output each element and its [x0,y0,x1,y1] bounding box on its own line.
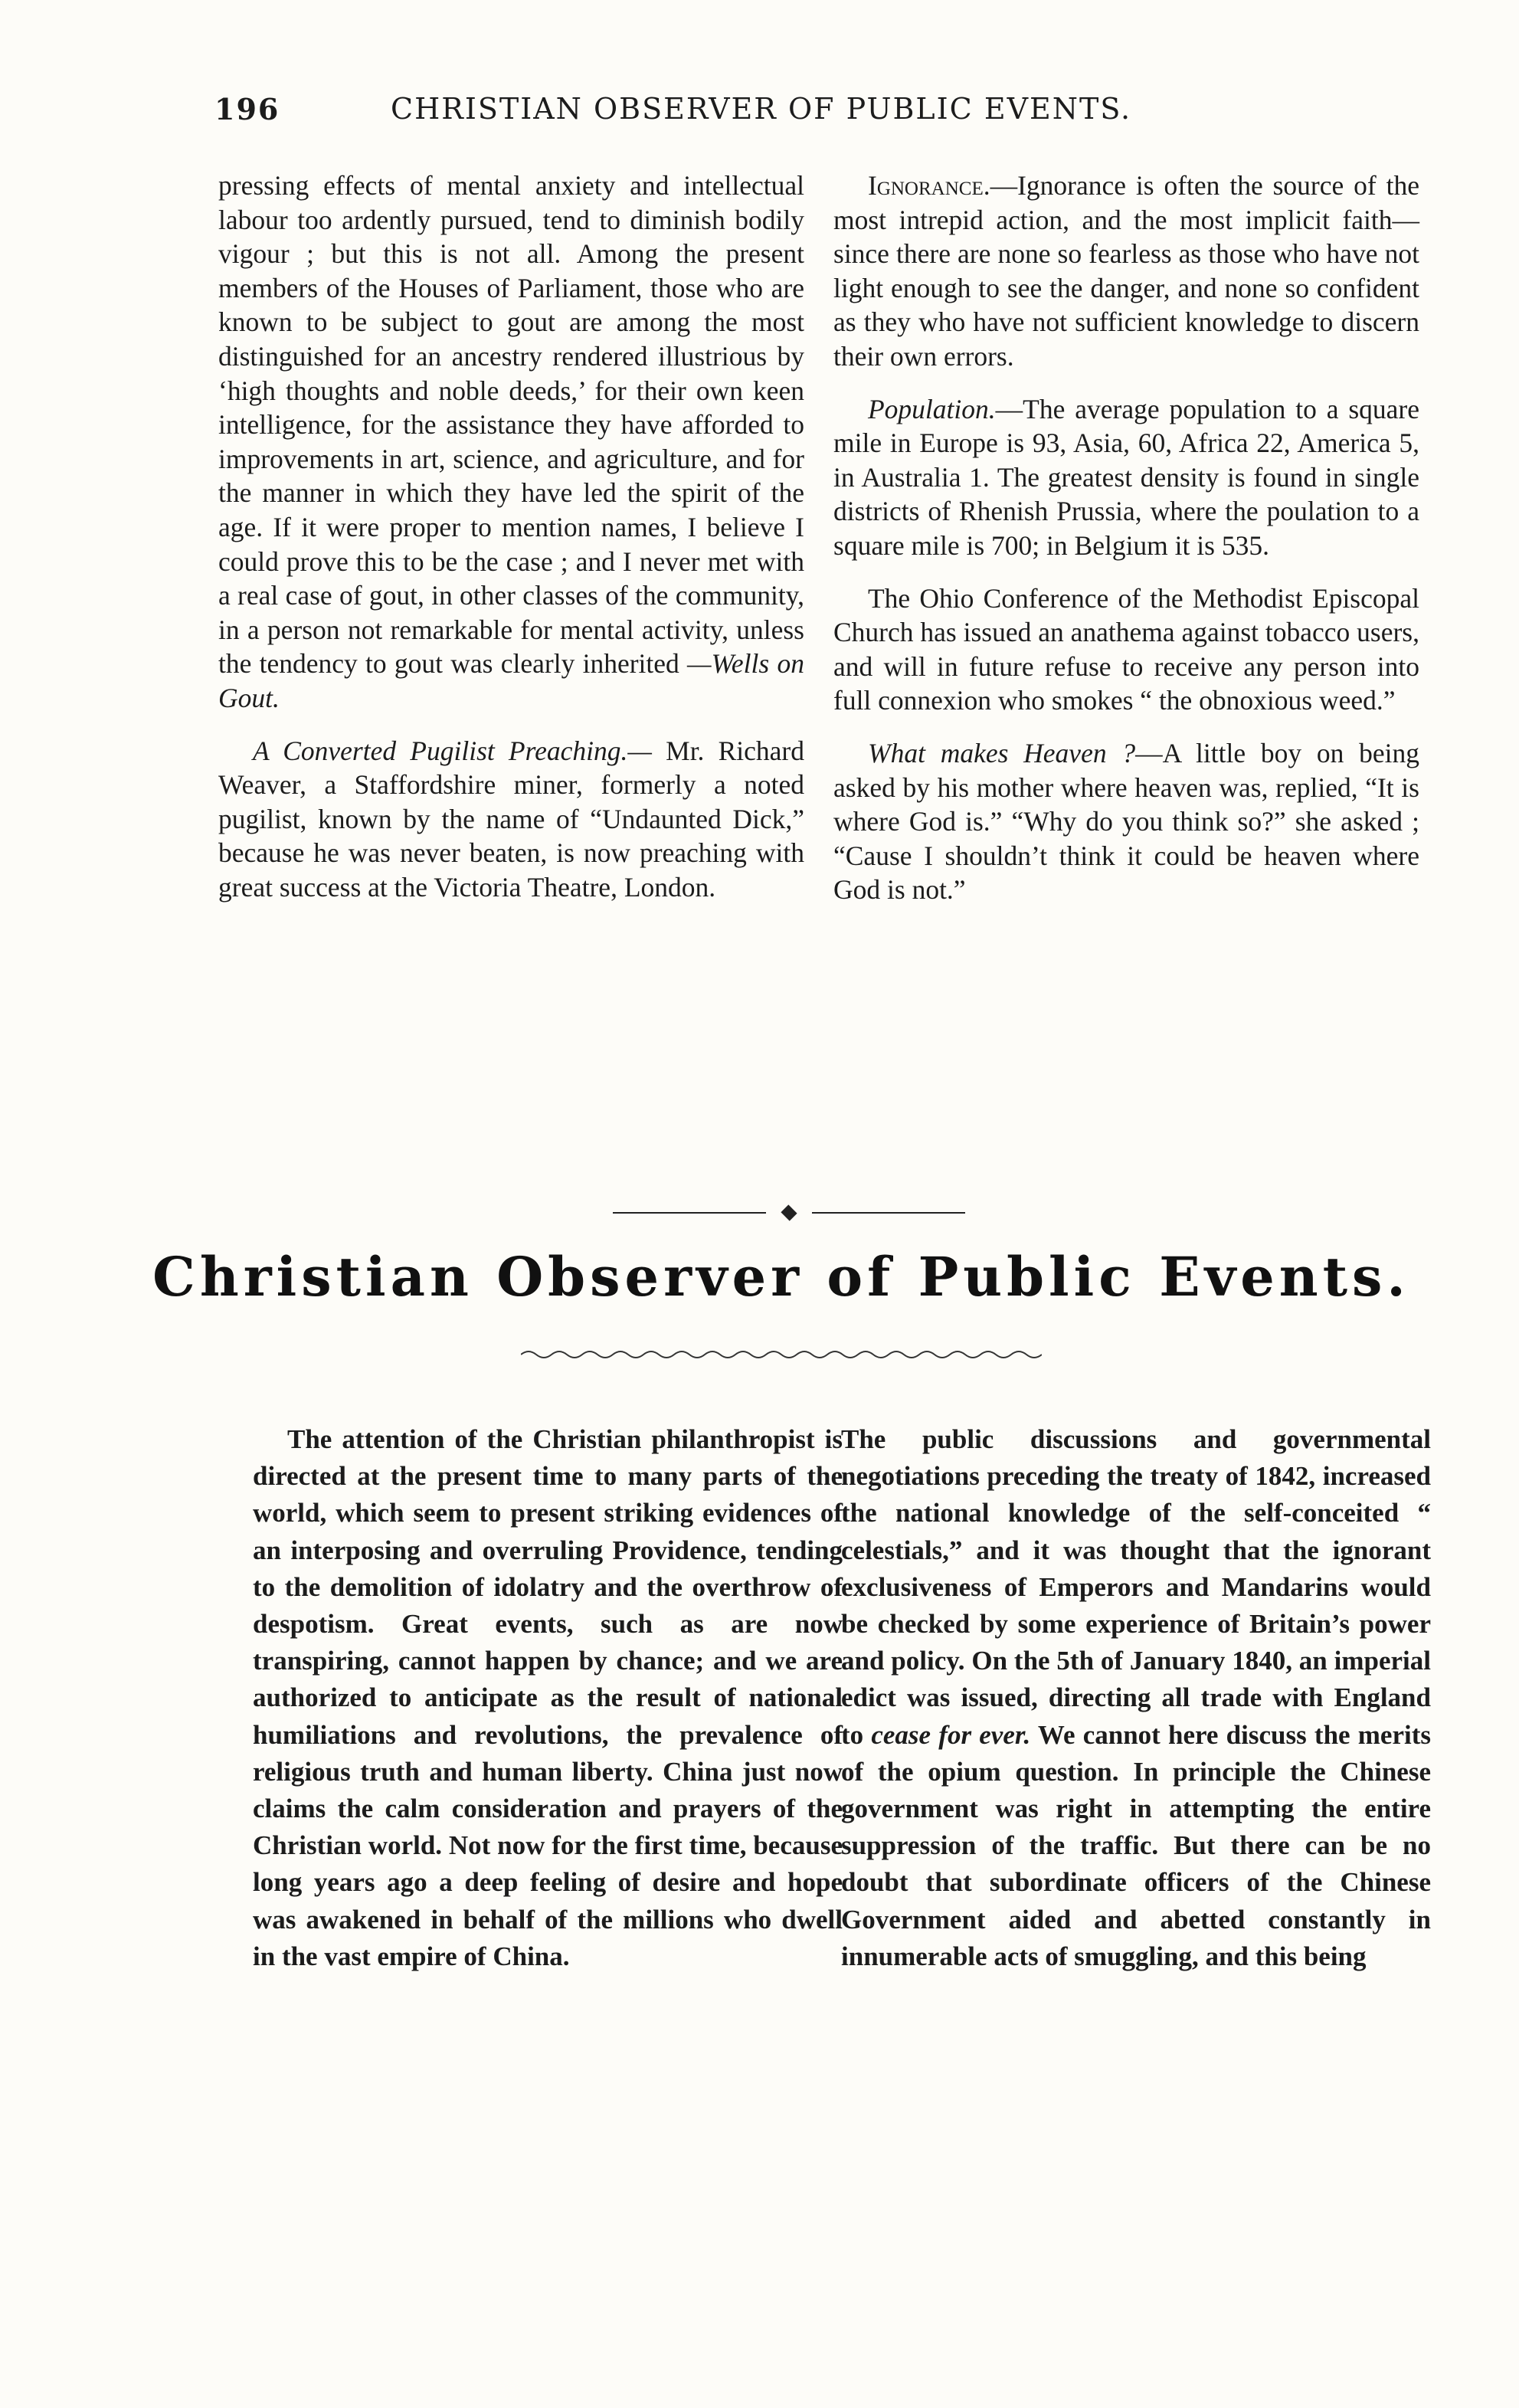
ignorance-paragraph [833,169,1419,374]
bottom-right-column [841,1421,1431,1975]
ignorance-text: —Ignorance is often the source of the most intrepid action, and the most implicit faith—since there are none so fearless as those who have not light enough to see the danger, and none so confident as they who have not sufficient knowledge to discern their own errors. [833,170,1419,372]
page-number: 196 [214,92,280,126]
heaven-text: —A little boy on being asked by his mother where heaven was, replied, “It is where God is.” “Why do you think so?” she asked ; “Cause I shouldn’t think it could be heaven where God is not.” [833,737,1419,906]
china-intro-paragraph: The attention of the Christian philanthropist is directed at the present time to many parts of the world, which seem to present striking evidences of an interposing and overruling Providence, tending to the demolition of idolatry and the overthrow of despotism. Great events, such as are now transpiring, cannot happen by chance; and we are authorized to anticipate as the result of national humiliations and revolutions, the prevalence of religious truth and human liberty. China just now claims the calm consideration and prayers of the Christian world. Not now for the first time, because long years ago a deep feeling of desire and hope was awakened in behalf of the millions who dwell in the vast empire of China. [253,1424,843,1971]
heaven-title: What makes Heaven ? [868,737,1136,768]
page-header [214,92,1210,138]
ohio-paragraph: The Ohio Conference of the Methodist Episcopal Church has issued an anathema against tobacco users, and will in future refuse to receive any person into full connexion who smokes “ the obnoxious weed.” [833,582,1419,716]
ignorance-title: Ignorance. [868,170,990,201]
treaty-text-a: The public discussions and governmental negotiations preceding the treaty of 1842, increased the national knowledge of the self-conceited “ celestials,” and it was thought that the ignorant exclusiveness of Emperors and Mandarins would be checked by some experience of Britain’s power and policy. On the 5th of January 1840, an imperial edict was issued, directing all trade with England to [841,1424,1431,1750]
gout-source: —Wells on Gout. [218,648,804,713]
treaty-paragraph [841,1421,1431,1975]
pugilist-paragraph [218,734,804,905]
treaty-emphasis: cease for ever. [871,1719,1031,1750]
section-divider [613,1207,965,1219]
treaty-text-b: We cannot here discuss the merits of the opium question. In principle the Chinese government was right in attempting the entire suppression of the traffic. But there can be no doubt that subordinate officers of the Chinese Government aided and abetted constantly in innumerable acts of smuggling, and this being [841,1719,1431,1971]
running-title: CHRISTIAN OBSERVER OF PUBLIC EVENTS. [391,92,1132,126]
gout-text: pressing effects of mental anxiety and intellectual labour too ardently pursued, tend to diminish bodily vigour ; but this is not all. Among the present members of the Houses of Parliament, those who are known to be subject to gout are among the most distinguished for an ancestry rendered illustrious by ‘high thoughts and noble deeds,’ for their own keen intelligence, for the assistance they have afforded to improvements in art, science, and agriculture, and for the manner in which they have led the spirit of the age. If it were proper to mention names, I believe I could prove this to be the case ; and I never met with a real case of gout, in other classes of the community, in a person not remarkable for mental activity, unless the tendency to gout was clearly inherited [218,170,804,680]
population-text: —The average population to a square mile in Europe is 93, Asia, 60, Africa 22, America 5, in Australia 1. The greatest density is found in single districts of Rhenish Prussia, where the poulation to a square mile is 700; in Belgium it is 535. [833,393,1419,561]
heaven-paragraph [833,736,1419,907]
ornamental-underline [521,1348,1042,1361]
top-right-column [833,169,1419,926]
top-left-column [218,169,804,922]
bottom-left-column [253,1421,843,1975]
population-title: Population. [868,393,996,424]
pugilist-text: Mr. Richard Weaver, a Staffordshire miner, formerly a noted pugilist, known by the name of “Undaunted Dick,” because he was never beaten, is now preaching with great success at the Victoria Theatre, London. [218,735,804,903]
gout-paragraph [218,169,804,716]
population-paragraph [833,392,1419,563]
section-title: Christian Observer of Public Events. [152,1245,1410,1309]
pugilist-title: A Converted Pugilist Preaching.— [253,735,652,766]
